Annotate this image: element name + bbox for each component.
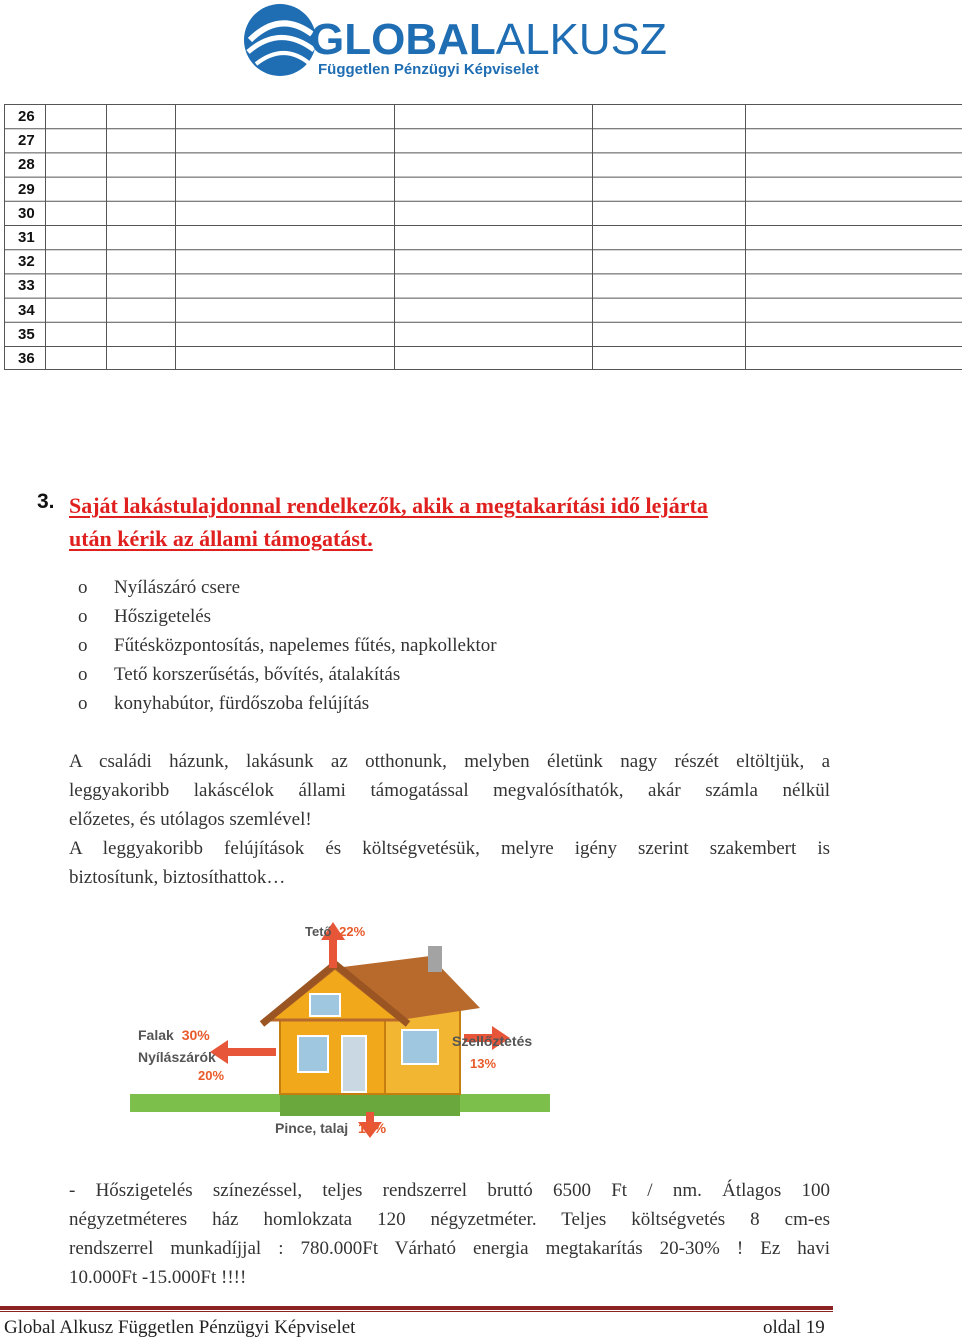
- windows-pct: 20%: [198, 1068, 225, 1083]
- globe-icon: [244, 4, 316, 76]
- table-row-number: 29: [18, 180, 35, 198]
- bullet-marker: o: [78, 693, 88, 714]
- heat-loss-illustration: [130, 916, 550, 1146]
- vent-label: Szellőztetés: [452, 1033, 533, 1049]
- logo-name-alkusz: ALKUSZ: [495, 15, 667, 64]
- windows-label: Nyílászárók: [138, 1049, 216, 1065]
- attic-window: [310, 994, 340, 1016]
- table-row-number: 27: [18, 132, 35, 150]
- logo-tagline: Független Pénzügyi Képviselet: [318, 61, 539, 78]
- data-table: [4, 104, 962, 370]
- footer-rule: [0, 1306, 833, 1310]
- intro-paragraph: [69, 747, 830, 892]
- svg-text:Falak 30%: [138, 1027, 210, 1043]
- cost-paragraph: [69, 1176, 830, 1292]
- walls-label: Falak: [138, 1027, 174, 1043]
- company-logo: [240, 0, 667, 82]
- roof-pct: 22%: [339, 924, 366, 939]
- paragraph-line: előzetes, és utólagos szemlével!: [69, 809, 312, 830]
- floor-pct: 15%: [358, 1120, 387, 1136]
- list-item-label: konyhabútor, fürdőszoba felújítás: [114, 693, 370, 714]
- side-window: [402, 1030, 438, 1064]
- paragraph-line: négyzetméteres ház homlokzata 120 négyzetméter. Teljes költségvetés 8 cm-es: [69, 1209, 830, 1230]
- window: [298, 1036, 328, 1072]
- arrow-left-icon: [210, 1040, 276, 1064]
- footer-company: Global Alkusz Független Pénzügyi Képviselet: [4, 1317, 356, 1338]
- list-item-label: Tető korszerűsétás, bővítés, átalakítás: [114, 664, 401, 685]
- bullet-marker: o: [78, 577, 88, 598]
- list-item-label: Nyílászáró csere: [114, 577, 241, 598]
- section-title-line1: Saját lakástulajdonnal rendelkezők, akik a megtakarítási idő lejárta: [69, 493, 708, 518]
- table-row-number: 26: [18, 108, 35, 125]
- paragraph-line: leggyakoribb lakáscélok állami támogatással megvalósíthatók, akár számla nélkül: [69, 780, 830, 801]
- bullet-marker: o: [78, 664, 88, 685]
- roof-label: Tető: [305, 924, 332, 939]
- paragraph-line: biztosítunk, biztosíthattok…: [69, 867, 286, 888]
- table-grid: [4, 104, 962, 370]
- list-item: [78, 660, 497, 689]
- svg-text:GLOBALALKUSZ: [310, 15, 667, 64]
- list-item-label: Fűtésközpontosítás, napelemes fűtés, napkollektor: [114, 635, 497, 656]
- footer-rule-thin: [0, 1311, 833, 1312]
- table-row-number: 34: [18, 301, 35, 319]
- table-row-number: 30: [18, 204, 35, 222]
- paragraph-line: 10.000Ft -15.000Ft !!!!: [69, 1267, 247, 1288]
- section-title: [69, 489, 849, 555]
- paragraph-line: rendszerrel munkadíjjal : 780.000Ft Várható energia megtakarítás 20-30% ! Ez havi: [69, 1238, 830, 1259]
- renovation-list: [78, 573, 497, 718]
- bullet-marker: o: [78, 606, 88, 627]
- door: [342, 1036, 366, 1092]
- walls-pct: 30%: [181, 1027, 210, 1043]
- paragraph-line: A családi házunk, lakásunk az otthonunk, melyben életünk nagy részét eltöltjük, a: [69, 751, 830, 772]
- chimney: [428, 946, 442, 972]
- svg-text:Pince, talaj 15%: [275, 1120, 387, 1136]
- table-row-number: 32: [18, 253, 35, 271]
- floor-label: Pince, talaj: [275, 1120, 349, 1136]
- table-row-number: 31: [18, 229, 35, 246]
- section-title-line2: után kérik az állami támogatást.: [69, 526, 373, 551]
- section-number: 3.: [37, 490, 55, 513]
- table-row-number: 35: [18, 325, 35, 343]
- list-item: [78, 631, 497, 660]
- list-item-label: Hőszigetelés: [114, 606, 212, 627]
- table-row-number: 28: [18, 156, 35, 174]
- logo-name-global: GLOBAL: [310, 15, 496, 64]
- paragraph-line: A leggyakoribb felújítások és költségvetésük, melyre igény szerint szakembert is: [69, 838, 830, 859]
- list-item: [78, 573, 497, 602]
- paragraph-line: - Hőszigetelés színezéssel, teljes rendszerrel bruttó 6500 Ft / nm. Átlagos 100: [69, 1180, 830, 1201]
- list-item: [78, 689, 497, 718]
- list-item: [78, 602, 497, 631]
- vent-pct: 13%: [470, 1056, 497, 1071]
- bullet-marker: o: [78, 635, 88, 656]
- page-number: oldal 19: [763, 1317, 825, 1338]
- table-row-number: 33: [18, 277, 35, 295]
- table-row-number: 36: [18, 350, 35, 367]
